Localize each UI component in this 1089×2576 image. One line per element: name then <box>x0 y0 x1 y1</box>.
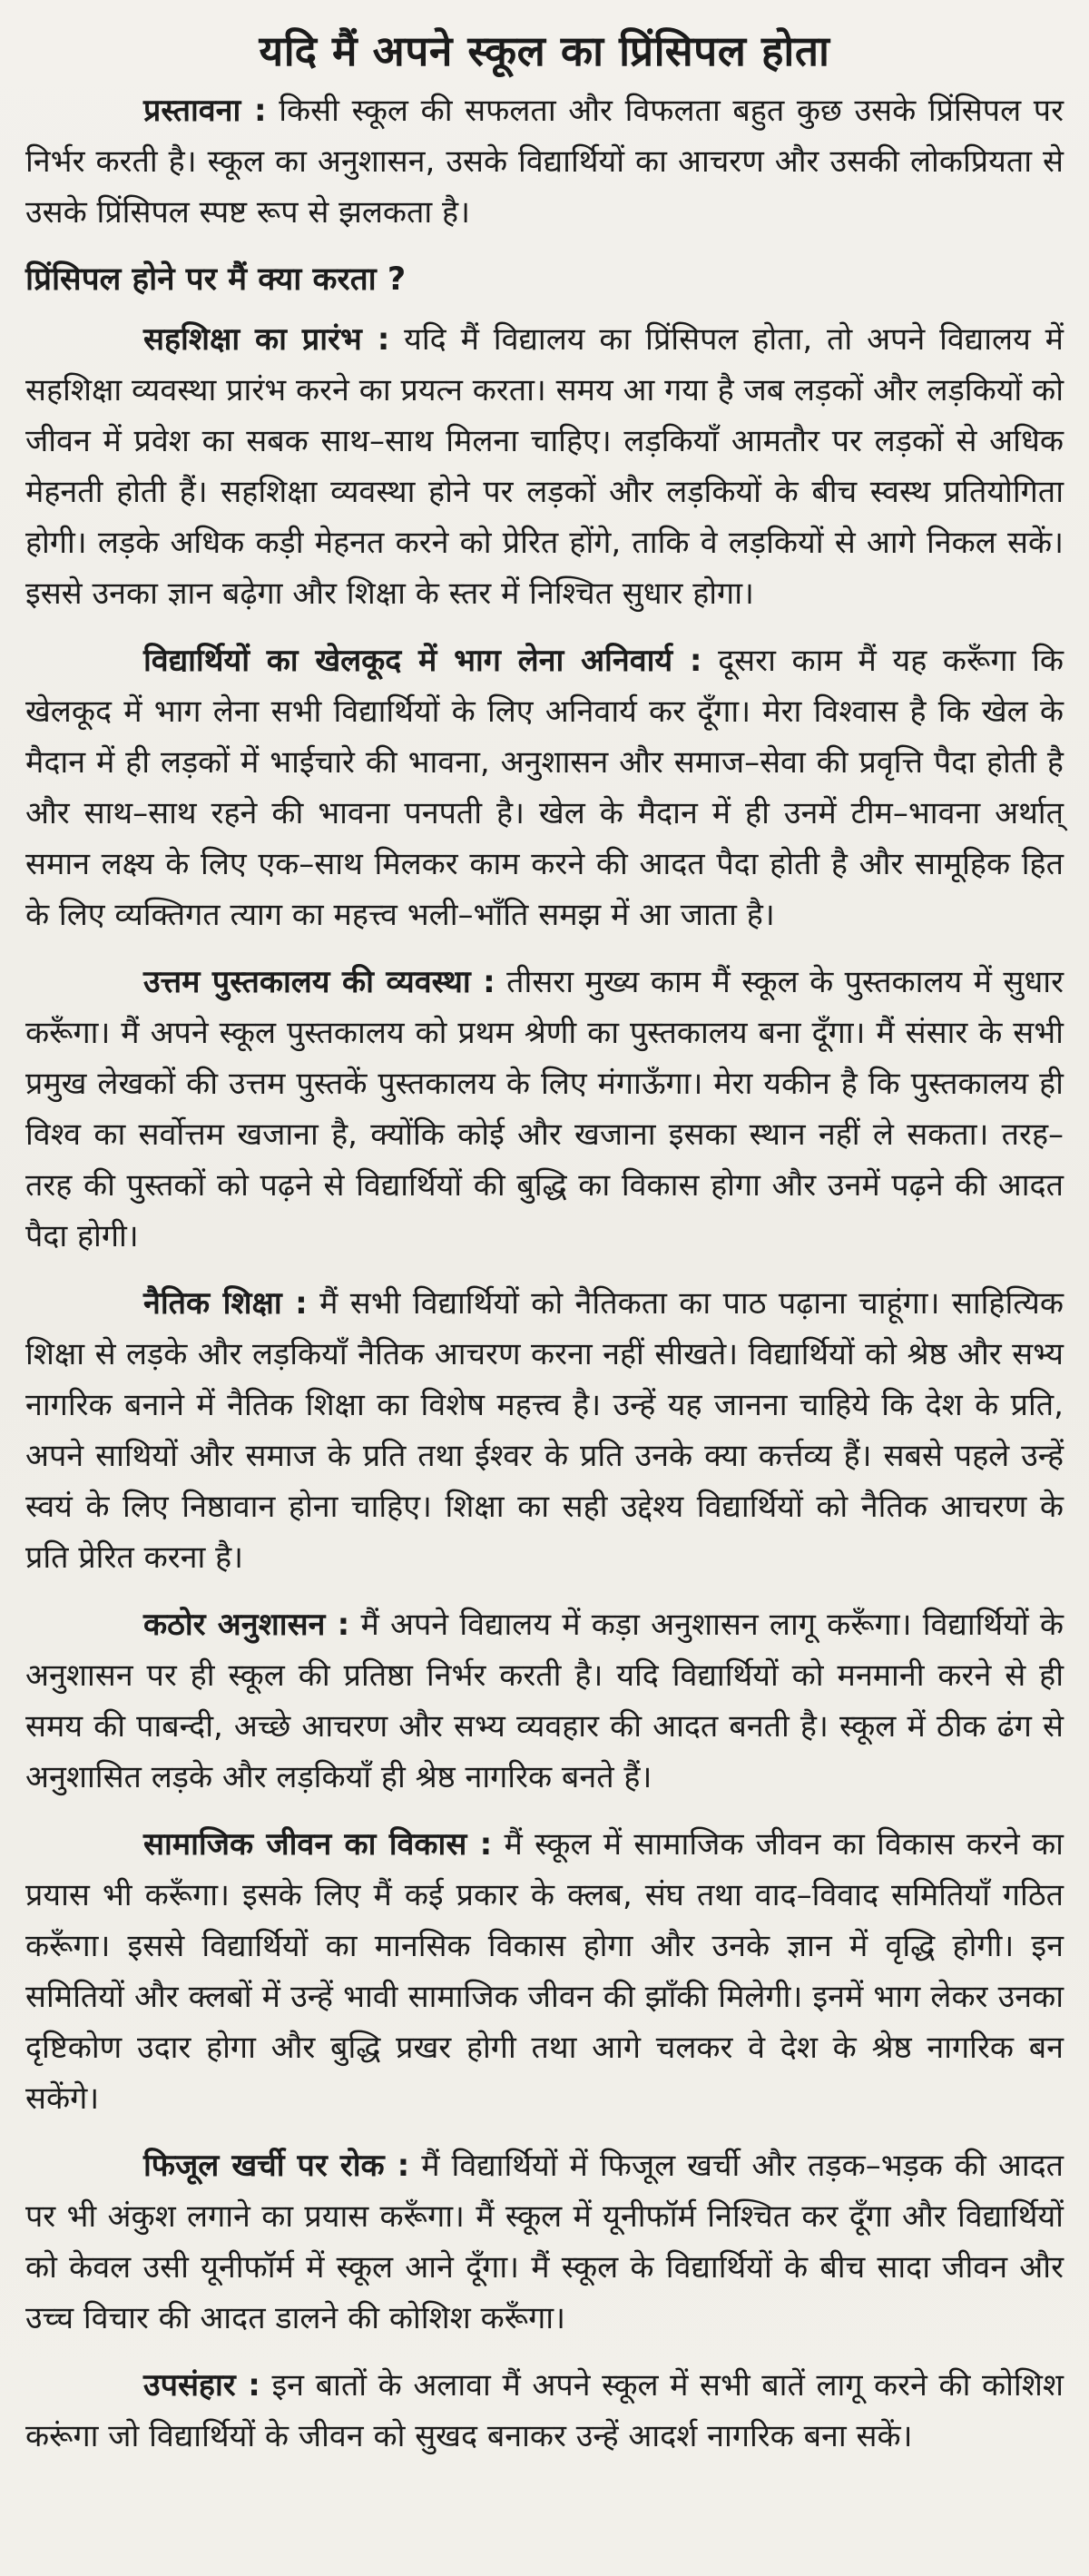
section-text: मैं स्कूल में सामाजिक जीवन का विकास करने का प्रयास भी करूँगा। इसके लिए मैं कई प्रकार के क्लब, संघ तथा वाद–विवाद समितियाँ गठित करूँगा। इससे विद्यार्थियों का मानसिक विकास होगा और उनके ज्ञान में वृद्धि होगी। इन समितियों और क्लबों में उन्हें भावी सामाजिक जीवन की झाँकी मिलेगी। इनमें भाग लेकर उनका दृष्टिकोण उदार होगा और बुद्धि प्रखर होगी तथा आगे चलकर वे देश के श्रेष्ठ नागरिक बन सकेंगे। <box>25 1826 1064 2117</box>
section-heading: उत्तम पुस्तकालय की व्यवस्था : <box>143 964 495 1000</box>
question-heading: प्रिंसिपल होने पर मैं क्या करता ? <box>25 261 407 298</box>
section-sports <box>25 635 1064 940</box>
section-extravagance <box>25 2140 1064 2344</box>
section-moral-education <box>25 1278 1064 1583</box>
section-text: तीसरा मुख्य काम मैं स्कूल के पुस्तकालय में सुधार करूँगा। मैं अपने स्कूल पुस्तकालय को प्रथम श्रेणी का पुस्तकालय बना दूँगा। मैं संसार के सभी प्रमुख लेखकों की उत्तम पुस्तकें पुस्तकालय के लिए मंगाऊँगा। मेरा यकीन है कि पुस्तकालय ही विश्व का सर्वोत्तम खजाना है, क्योंकि कोई और खजाना इसका स्थान नहीं ले सकता। तरह–तरह की पुस्तकों को पढ़ने से विद्यार्थियों की बुद्धि का विकास होगा और उनमें पढ़ने की आदत पैदा होगी। <box>25 964 1064 1254</box>
intro-paragraph <box>25 85 1064 238</box>
section-text: मैं सभी विद्यार्थियों को नैतिकता का पाठ पढ़ाना चाहूंगा। साहित्यिक शिक्षा से लड़के और लड़कियाँ नैतिक आचरण करना नहीं सीखते। विद्यार्थियों को श्रेष्ठ और सभ्य नागरिक बनाने में नैतिक शिक्षा का विशेष महत्त्व है। उन्हें यह जानना चाहिये कि देश के प्रति, अपने साथियों और समाज के प्रति तथा ईश्वर के प्रति उनके क्या कर्त्तव्य हैं। सबसे पहले उन्हें स्वयं के लिए निष्ठावान होना चाहिए। शिक्षा का सही उद्देश्य विद्यार्थियों को नैतिक आचरण के प्रति प्रेरित करना है। <box>25 1285 1064 1576</box>
section-heading: विद्यार्थियों का खेलकूद में भाग लेना अनिवार्य : <box>143 643 702 679</box>
section-text: यदि मैं विद्यालय का प्रिंसिपल होता, तो अपने विद्यालय में सहशिक्षा व्यवस्था प्रारंभ करने का प्रयत्न करता। समय आ गया है जब लड़कों और लड़कियों को जीवन में प्रवेश का सबक साथ–साथ मिलना चाहिए। लड़कियाँ आमतौर पर लड़कों से अधिक मेहनती होती हैं। सहशिक्षा व्यवस्था होने पर लड़कों और लड़कियों के बीच स्वस्थ प्रतियोगिता होगी। लड़के अधिक कड़ी मेहनत करने को प्रेरित होंगे, ताकि वे लड़कियों से आगे निकल सकें। इससे उनका ज्ञान बढ़ेगा और शिक्षा के स्तर में निश्चित सुधार होगा। <box>25 321 1064 612</box>
section-library <box>25 957 1064 1262</box>
section-conclusion <box>25 2360 1064 2462</box>
section-text: मैं अपने विद्यालय में कड़ा अनुशासन लागू करूँगा। विद्यार्थियों के अनुशासन पर ही स्कूल की प्रतिष्ठा निर्भर करती है। यदि विद्यार्थियों को मनमानी करने से ही समय की पाबन्दी, अच्छे आचरण और सभ्य व्यवहार की आदत बनती है। स्कूल में ठीक ढंग से अनुशासित लड़के और लड़कियाँ ही श्रेष्ठ नागरिक बनते हैं। <box>25 1607 1064 1795</box>
section-discipline <box>25 1599 1064 1803</box>
section-heading: नैतिक शिक्षा : <box>143 1285 308 1322</box>
section-social-life <box>25 1819 1064 2124</box>
section-heading: सामाजिक जीवन का विकास : <box>143 1826 493 1863</box>
section-heading: सहशिक्षा का प्रारंभ : <box>143 321 390 358</box>
section-text: मैं विद्यार्थियों में फिजूल खर्ची और तड़क–भड़क की आदत पर भी अंकुश लगाने का प्रयास करूँगा। मैं स्कूल में यूनीफॉर्म निश्चित कर दूँगा और विद्यार्थियों को केवल उसी यूनीफॉर्म में स्कूल आने दूँगा। मैं स्कूल के विद्यार्थियों के बीच सादा जीवन और उच्च विचार की आदत डालने की कोशिश करूँगा। <box>25 2148 1064 2336</box>
section-heading: कठोर अनुशासन : <box>143 1607 350 1643</box>
section-coeducation <box>25 314 1064 619</box>
intro-heading: प्रस्तावना : <box>143 93 267 129</box>
section-text: दूसरा काम मैं यह करूँगा कि खेलकूद में भाग लेना सभी विद्यार्थियों के लिए अनिवार्य कर दूँगा। मेरा विश्वास है कि खेल के मैदान में ही लड़कों में भाईचारे की भावना, अनुशासन और समाज–सेवा की प्रवृत्ति पैदा होती है और साथ–साथ रहने की भावना पनपती है। खेल के मैदान में ही उनमें टीम–भावना अर्थात् समान लक्ष्य के लिए एक–साथ मिलकर काम करने की आदत पैदा होती है और सामूहिक हित के लिए व्यक्तिगत त्याग का महत्त्व भली–भाँति समझ में आ जाता है। <box>25 643 1064 933</box>
section-heading: फिजूल खर्ची पर रोक : <box>143 2148 410 2184</box>
page-title: यदि मैं अपने स्कूल का प्रिंसिपल होता <box>259 26 830 75</box>
section-heading: उपसंहार : <box>143 2367 260 2404</box>
intro-text: किसी स्कूल की सफलता और विफलता बहुत कुछ उसके प्रिंसिपल पर निर्भर करती है। स्कूल का अनुशासन, उसके विद्यार्थियों का आचरण और उसकी लोकप्रियता से उसके प्रिंसिपल स्पष्ट रूप से झलकता है। <box>25 93 1064 231</box>
section-text: इन बातों के अलावा मैं अपने स्कूल में सभी बातें लागू करने की कोशिश करूंगा जो विद्यार्थियों के जीवन को सुखद बनाकर उन्हें आदर्श नागरिक बना सकें। <box>25 2367 1064 2454</box>
